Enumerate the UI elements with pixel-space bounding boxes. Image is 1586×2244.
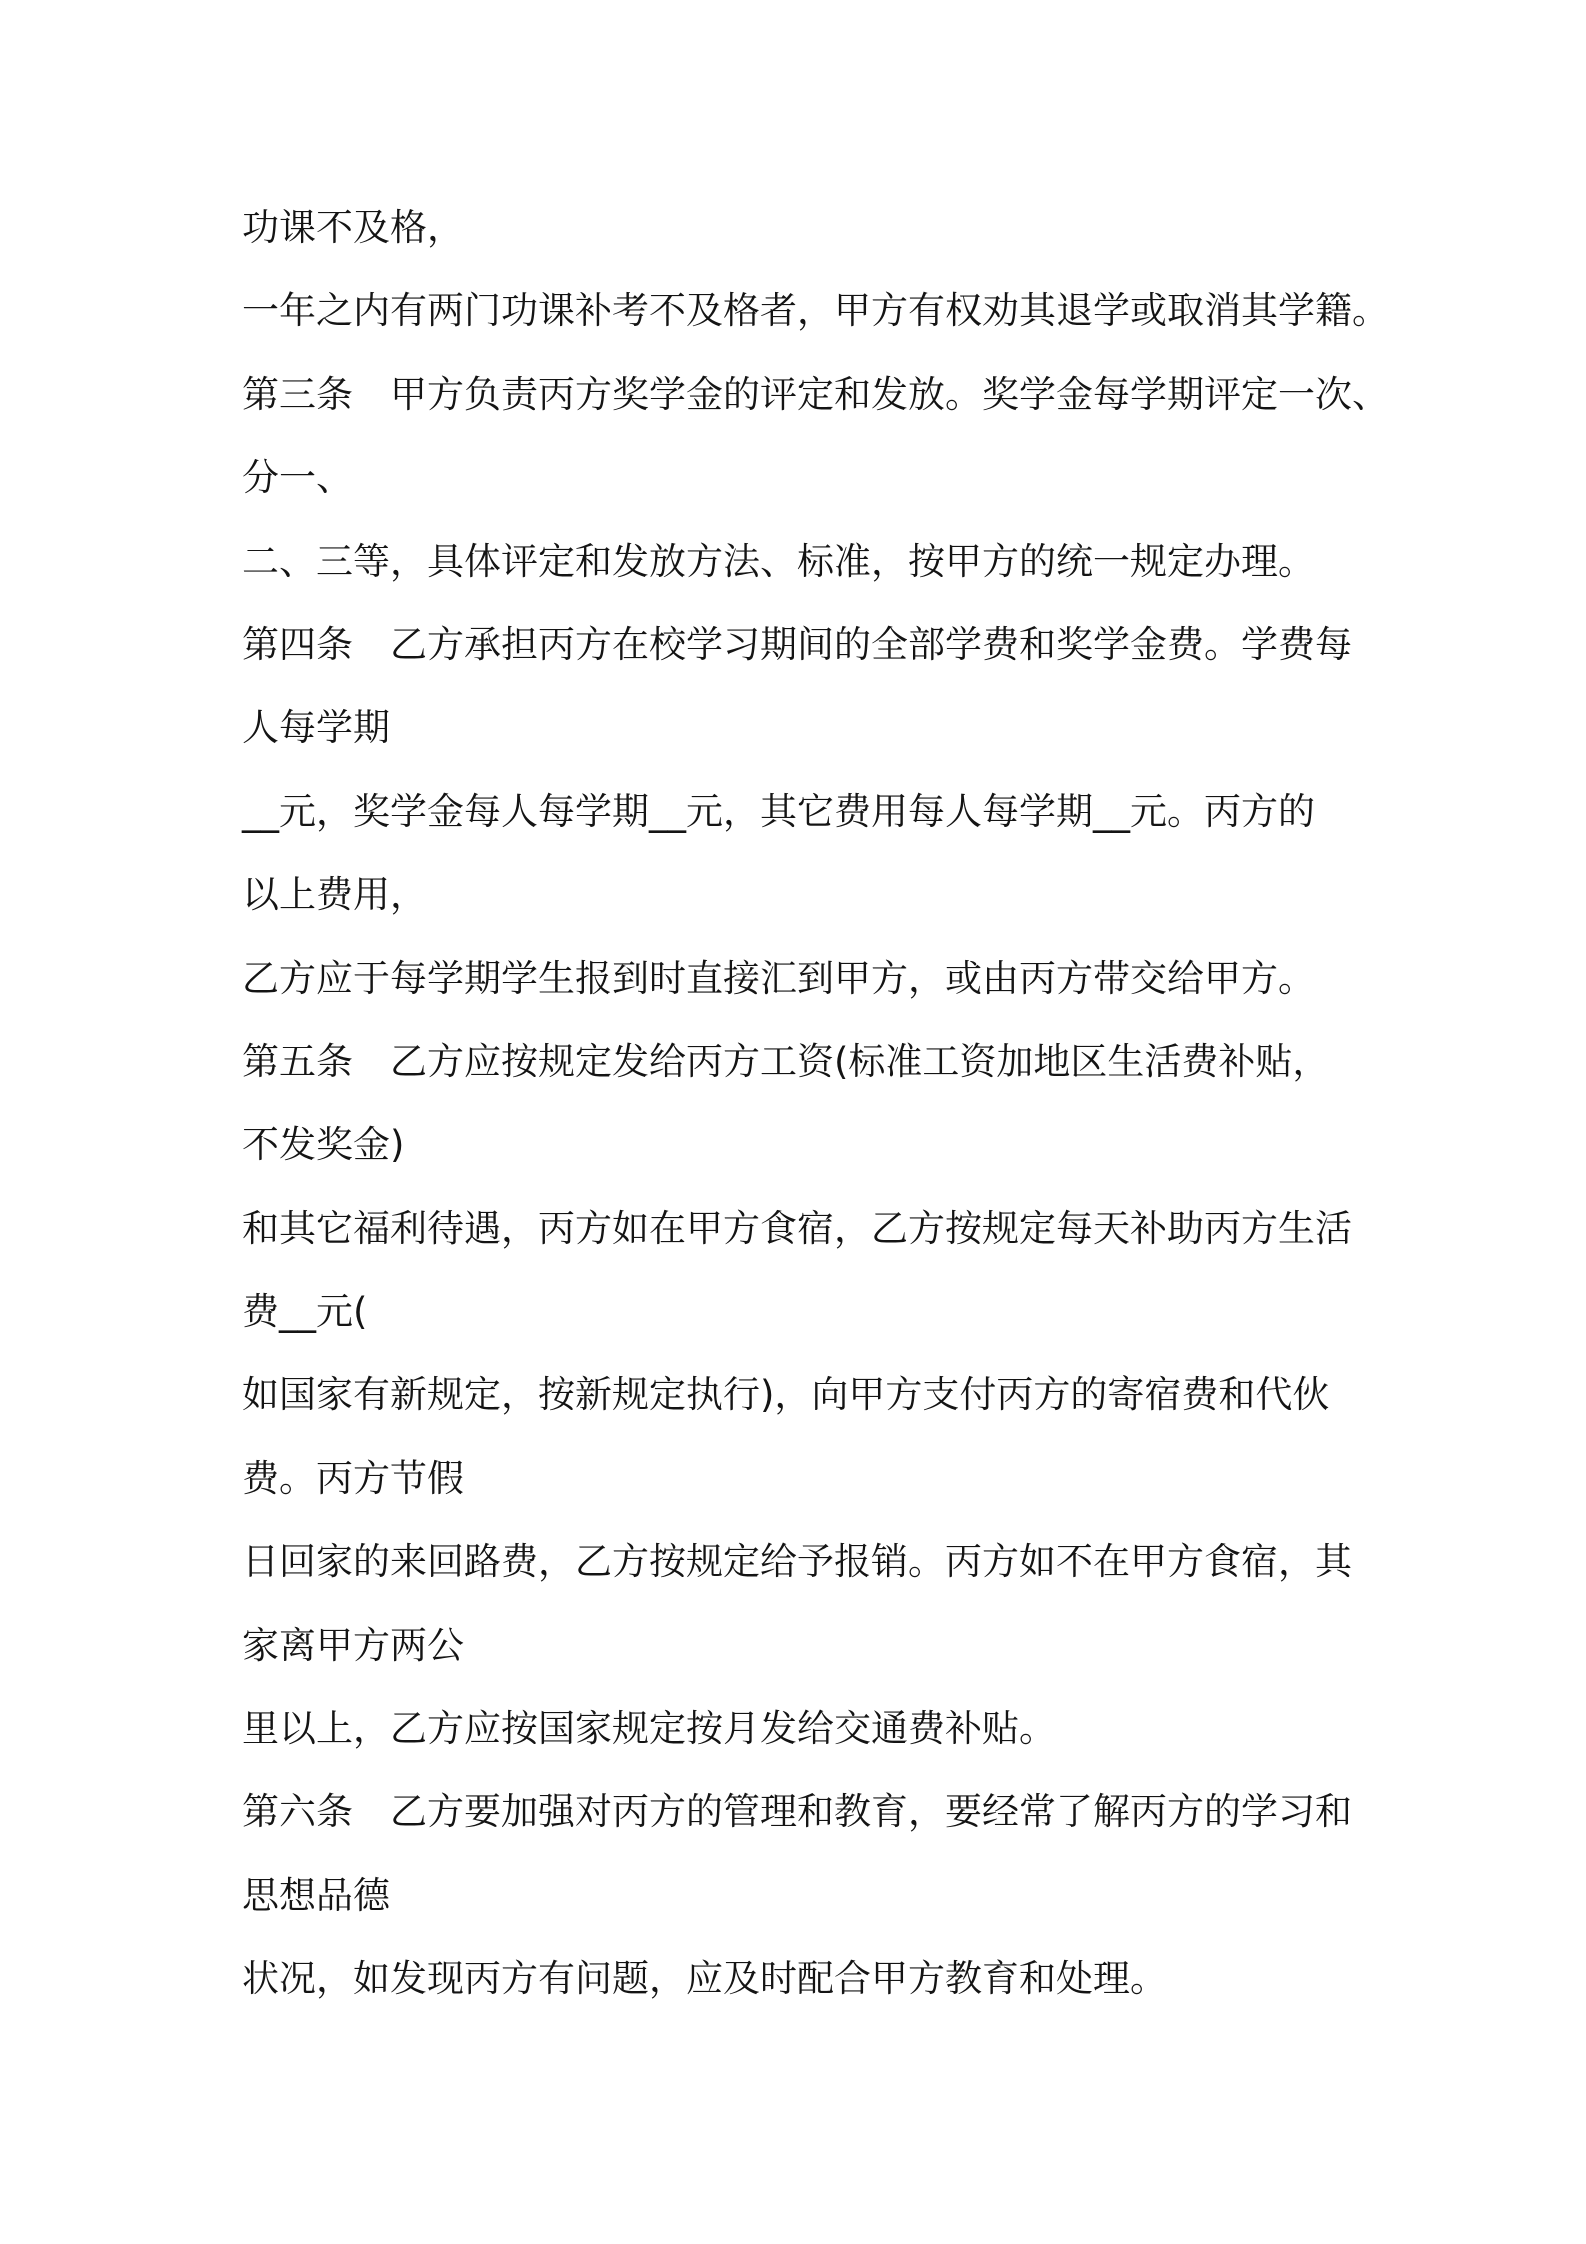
text-line: __元，奖学金每人每学期__元，其它费用每人每学期__元。丙方的 (242, 789, 1315, 833)
text-line: 思想品德 (242, 1873, 390, 1917)
text-line: 家离甲方两公 (242, 1623, 464, 1667)
text-line: 分一、 (242, 456, 353, 500)
text-line: 日回家的来回路费，乙方按规定给予报销。丙方如不在甲方食宿，其 (242, 1540, 1352, 1584)
text-line: 费__元( (242, 1290, 368, 1334)
text-line: 费。丙方节假 (242, 1456, 464, 1500)
text-line: 里以上，乙方应按国家规定按月发给交通费补贴。 (242, 1707, 1056, 1751)
text-line: 如国家有新规定，按新规定执行)，向甲方支付丙方的寄宿费和代伙 (242, 1373, 1330, 1417)
text-line: 二、三等，具体评定和发放方法、标准，按甲方的统一规定办理。 (242, 539, 1315, 583)
text-line: 第四条 乙方承担丙方在校学习期间的全部学费和奖学金费。学费每 (242, 622, 1352, 666)
text-line: 不发奖金) (242, 1123, 405, 1167)
text-line: 一年之内有两门功课补考不及格者，甲方有权劝其退学或取消其学籍。 (242, 289, 1389, 333)
text-line: 乙方应于每学期学生报到时直接汇到甲方，或由丙方带交给甲方。 (242, 956, 1315, 1000)
text-line: 第三条 甲方负责丙方奖学金的评定和发放。奖学金每学期评定一次、 (242, 372, 1389, 416)
text-line: 人每学期 (242, 706, 390, 750)
text-line: 功课不及格， (242, 206, 464, 249)
text-line: 状况，如发现丙方有问题，应及时配合甲方教育和处理。 (242, 1957, 1167, 2001)
document-body (242, 196, 1472, 2031)
text-line: 第五条 乙方应按规定发给丙方工资(标准工资加地区生活费补贴， (242, 1039, 1330, 1083)
text-line: 以上费用， (242, 873, 427, 917)
text-line: 和其它福利待遇，丙方如在甲方食宿，乙方按规定每天补助丙方生活 (242, 1206, 1352, 1250)
text-line: 第六条 乙方要加强对丙方的管理和教育，要经常了解丙方的学习和 (242, 1790, 1352, 1834)
